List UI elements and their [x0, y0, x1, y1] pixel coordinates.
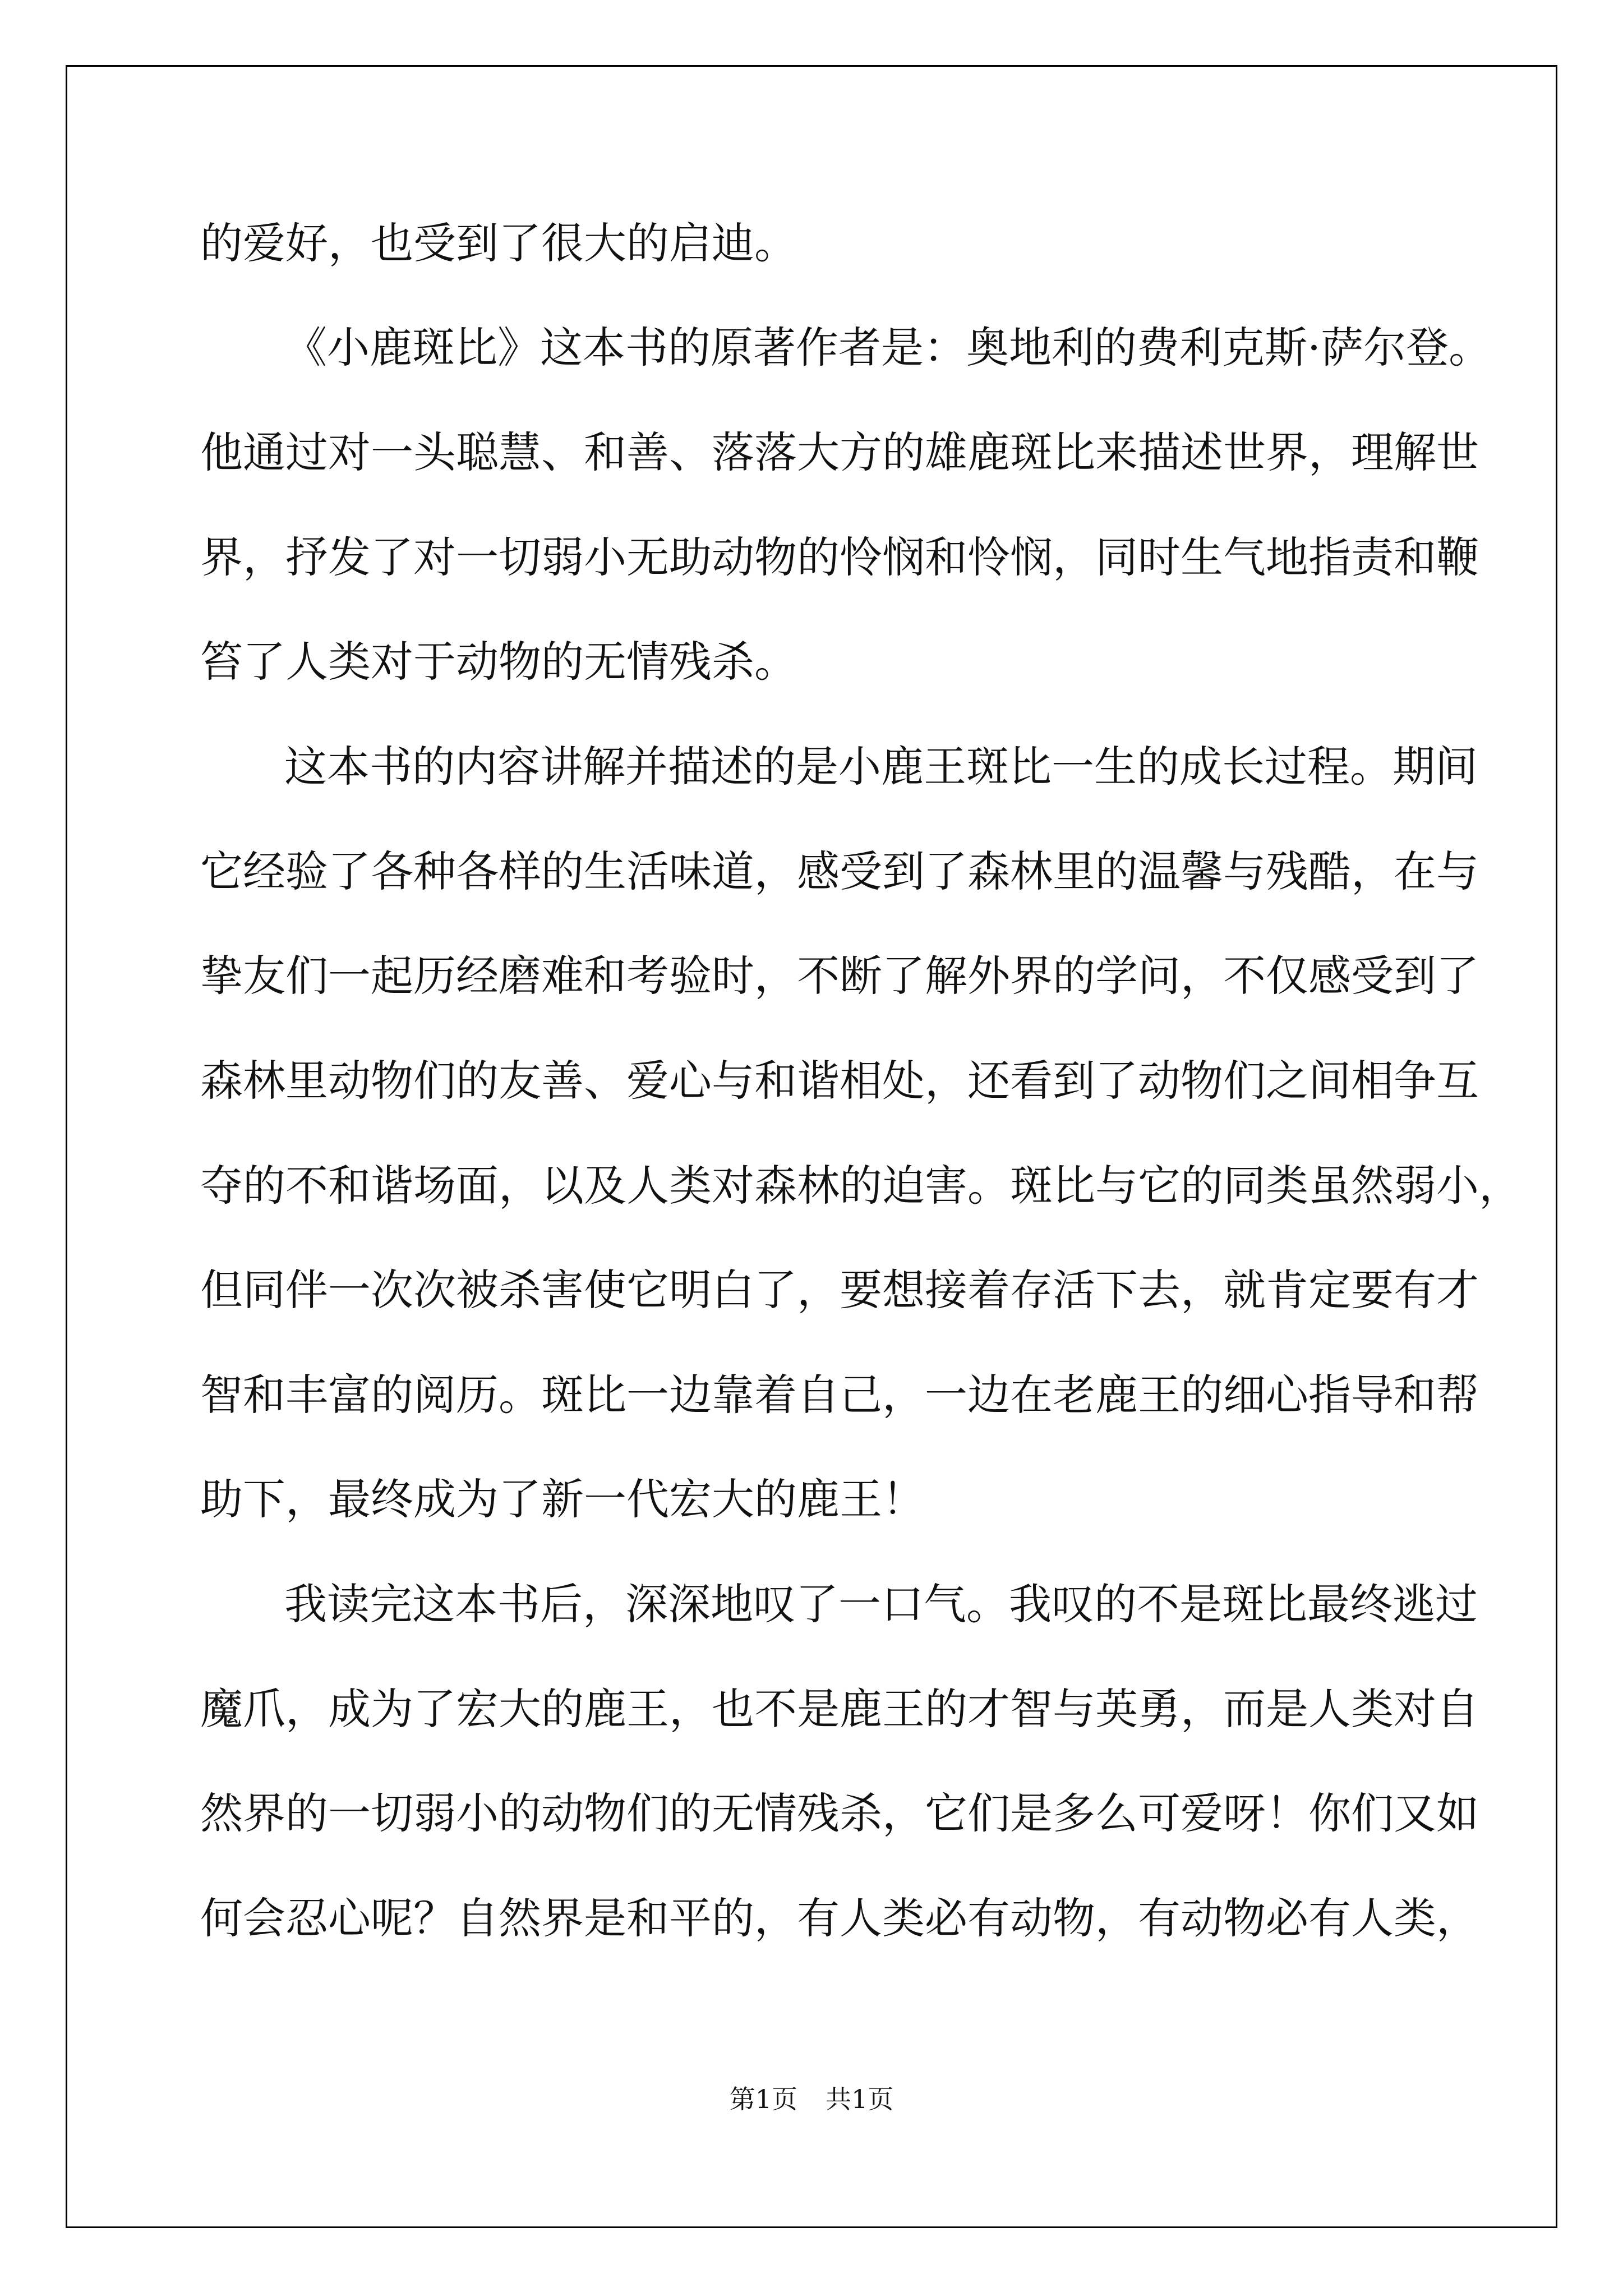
text-line: 但同伴一次次被杀害使它明白了，要想接着存活下去，就肯定要有才: [200, 1265, 1479, 1315]
text-line: 智和丰富的阅历。斑比一边靠着自己，一边在老鹿王的细心指导和帮: [200, 1370, 1479, 1420]
text-line: 他通过对一头聪慧、和善、落落大方的雄鹿斑比来描述世界，理解世: [200, 427, 1479, 477]
text-line: 助下，最终成为了新一代宏大的鹿王！: [200, 1474, 925, 1524]
text-line: 它经验了各种各样的生活味道，感受到了森林里的温馨与残酷，在与: [200, 846, 1479, 896]
text-line: 界，抒发了对一切弱小无助动物的怜悯和怜悯，同时生气地指责和鞭: [200, 532, 1479, 582]
text-line: 挚友们一起历经磨难和考验时，不断了解外界的学问，不仅感受到了: [200, 951, 1479, 1001]
text-line: 夺的不和谐场面，以及人类对森林的迫害。斑比与它的同类虽然弱小，: [200, 1161, 1521, 1211]
text-line: 的爱好，也受到了很大的启迪。: [200, 218, 797, 268]
text-line: 森林里动物们的友善、爱心与和谐相处，还看到了动物们之间相争互: [200, 1056, 1479, 1106]
text-line: 笞了人类对于动物的无情残杀。: [200, 637, 797, 687]
page-number: 第1页: [729, 2084, 797, 2114]
text-line: 何会忍心呢？自然界是和平的，有人类必有动物，有动物必有人类，: [200, 1893, 1479, 1943]
text-line: 我读完这本书后，深深地叹了一口气。我叹的不是斑比最终逃过: [284, 1579, 1478, 1629]
text-line: 魔爪，成为了宏大的鹿王，也不是鹿王的才智与英勇，而是人类对自: [200, 1684, 1479, 1734]
page-footer: [0, 2082, 1623, 2116]
text-line: 这本书的内容讲解并描述的是小鹿王斑比一生的成长过程。期间: [284, 742, 1478, 792]
text-line: 然界的一切弱小的动物们的无情残杀，它们是多么可爱呀！你们又如: [200, 1788, 1479, 1838]
text-line: 《小鹿斑比》这本书的原著作者是：奥地利的费利克斯·萨尔登。: [284, 323, 1492, 372]
page-total: 共1页: [826, 2084, 894, 2114]
